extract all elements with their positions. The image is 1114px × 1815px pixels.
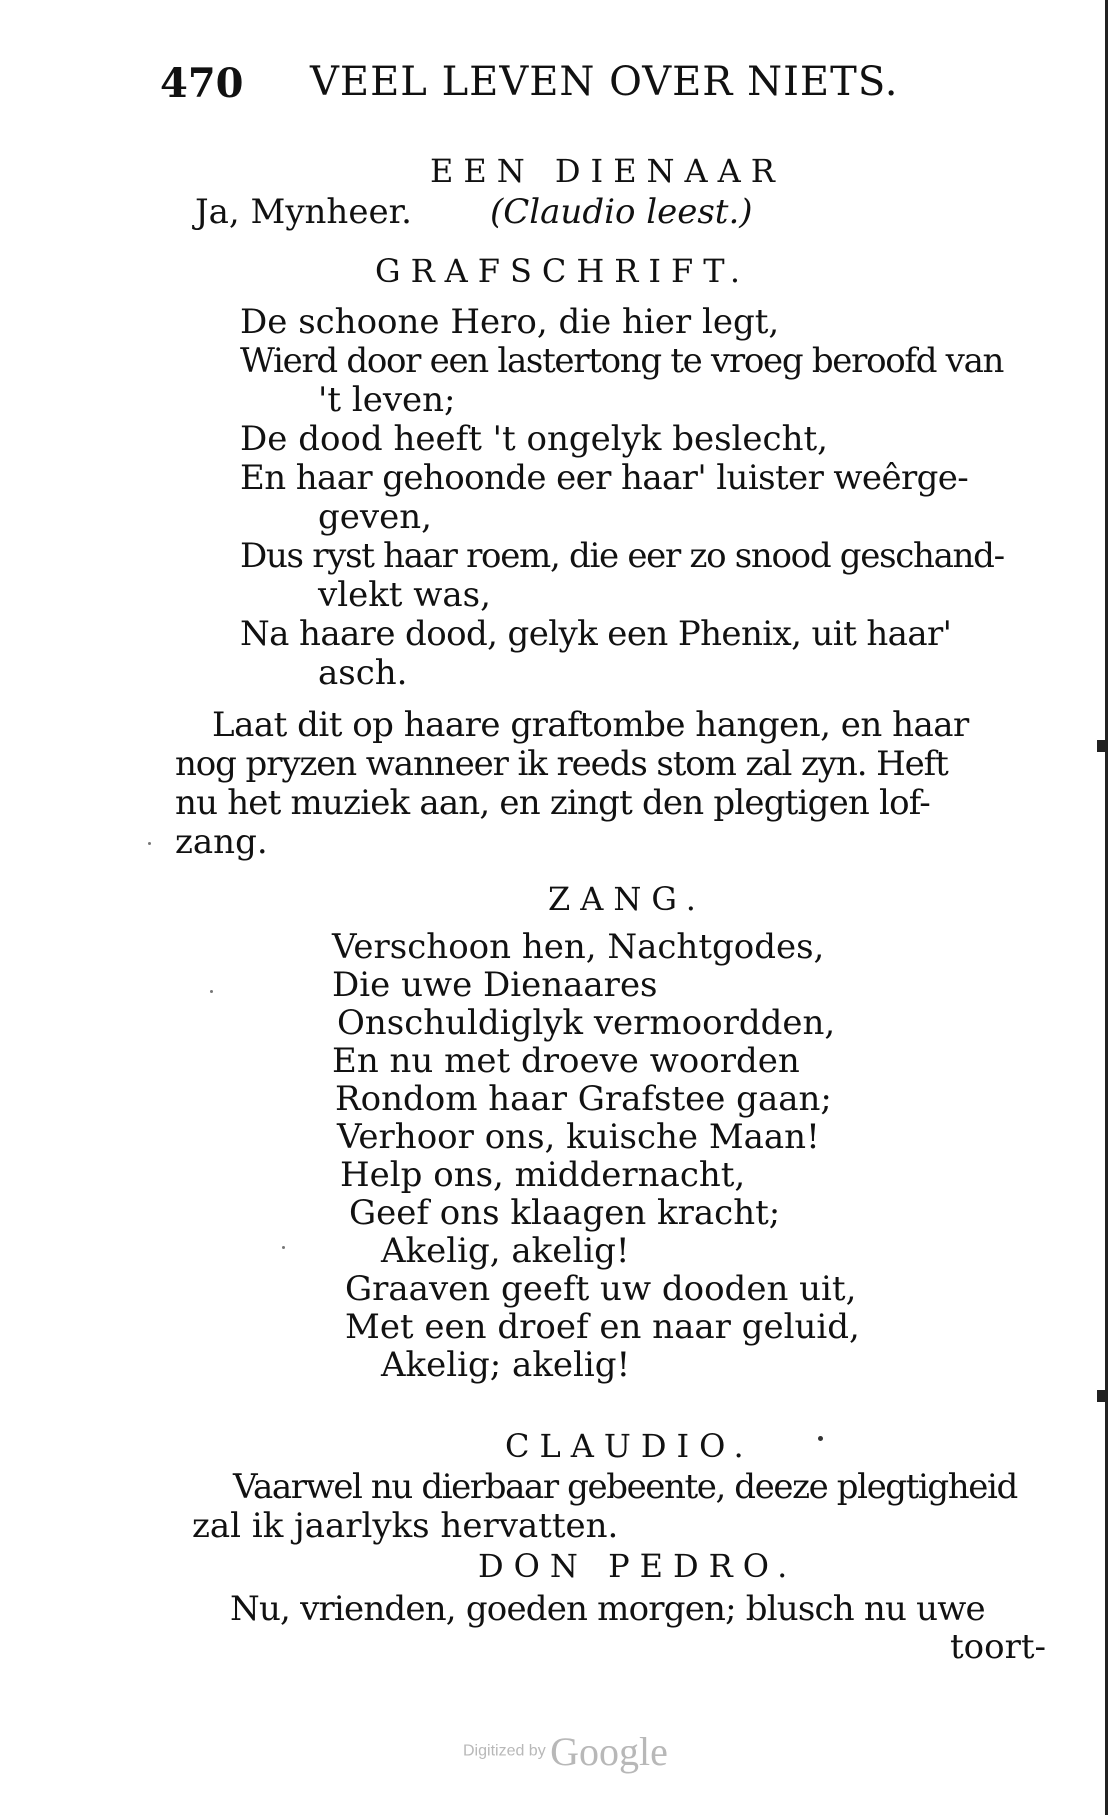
speaker-servant: EEN DIENAAR xyxy=(430,152,785,190)
stage-direction: (Claudio leest.) xyxy=(490,192,753,232)
epitaph-line: De schoone Hero, die hier legt, xyxy=(240,302,780,342)
digitized-watermark xyxy=(463,1728,668,1775)
song-line: Graaven geeft uw dooden uit, xyxy=(345,1269,857,1309)
song-line: Geef ons klaagen kracht; xyxy=(349,1193,781,1233)
farewell-line: zal ik jaarlyks hervatten. xyxy=(192,1506,619,1546)
song-line: Help ons, middernacht, xyxy=(340,1155,746,1195)
speaker-claudio: CLAUDIO. xyxy=(505,1427,754,1465)
song-heading: ZANG. xyxy=(548,880,706,918)
speech-line: Laat dit op haare graftombe hangen, en haar xyxy=(212,705,969,745)
epitaph-line: Dus ryst haar roem, die eer zo snood geschand- xyxy=(240,536,1004,576)
song-line: Met een droef en naar geluid, xyxy=(345,1307,860,1347)
epitaph-line: asch. xyxy=(318,653,408,693)
speech-line: zang. xyxy=(175,822,268,862)
servant-reply: Ja, Mynheer. xyxy=(195,192,412,232)
epitaph-line: Wierd door een lastertong te vroeg beroofd van xyxy=(240,341,1004,381)
song-line: Akelig; akelig! xyxy=(381,1345,631,1385)
speech-line: nu het muziek aan, en zingt den plegtigen lof- xyxy=(175,783,930,823)
edge-mark xyxy=(1097,1390,1105,1402)
page-number: 470 xyxy=(160,60,244,107)
song-line: Akelig, akelig! xyxy=(381,1231,630,1271)
page-edge-rule xyxy=(1105,0,1108,1815)
epitaph-line: 't leven; xyxy=(318,380,456,420)
epitaph-line: geven, xyxy=(318,497,432,537)
google-logo: Google xyxy=(550,1729,668,1774)
speech-line: nog pryzen wanneer ik reeds stom zal zyn. Heft xyxy=(175,744,948,784)
scan-speck xyxy=(148,842,151,845)
watermark-prefix: Digitized by xyxy=(463,1742,546,1760)
epitaph-line: vlekt was, xyxy=(318,575,491,615)
scan-speck xyxy=(818,1436,823,1441)
epitaph-line: De dood heeft 't ongelyk beslecht, xyxy=(240,419,828,459)
epitaph-heading: GRAFSCHRIFT. xyxy=(375,252,751,290)
running-title: VEEL LEVEN OVER NIETS. xyxy=(310,59,899,105)
song-line: Rondom haar Grafstee gaan; xyxy=(335,1079,832,1119)
epitaph-line: Na haare dood, gelyk een Phenix, uit haar' xyxy=(240,614,952,654)
song-line: Verhoor ons, kuische Maan! xyxy=(337,1117,820,1157)
song-line: Onschuldiglyk vermoordden, xyxy=(337,1003,836,1043)
farewell-line: Vaarwel nu dierbaar gebeente, deeze plegtigheid xyxy=(233,1467,1017,1507)
scan-speck xyxy=(210,990,213,993)
don-pedro-line: Nu, vrienden, goeden morgen; blusch nu uwe xyxy=(230,1589,985,1629)
speaker-don-pedro: DON PEDRO. xyxy=(478,1547,798,1585)
song-line: En nu met droeve woorden xyxy=(332,1041,800,1081)
song-line: Verschoon hen, Nachtgodes, xyxy=(332,927,825,967)
catchword: toort- xyxy=(950,1627,1047,1667)
epitaph-line: En haar gehoonde eer haar' luister weêrge- xyxy=(240,458,969,498)
song-line: Die uwe Dienaares xyxy=(332,965,658,1005)
edge-mark xyxy=(1097,740,1105,752)
scan-speck xyxy=(282,1246,285,1249)
